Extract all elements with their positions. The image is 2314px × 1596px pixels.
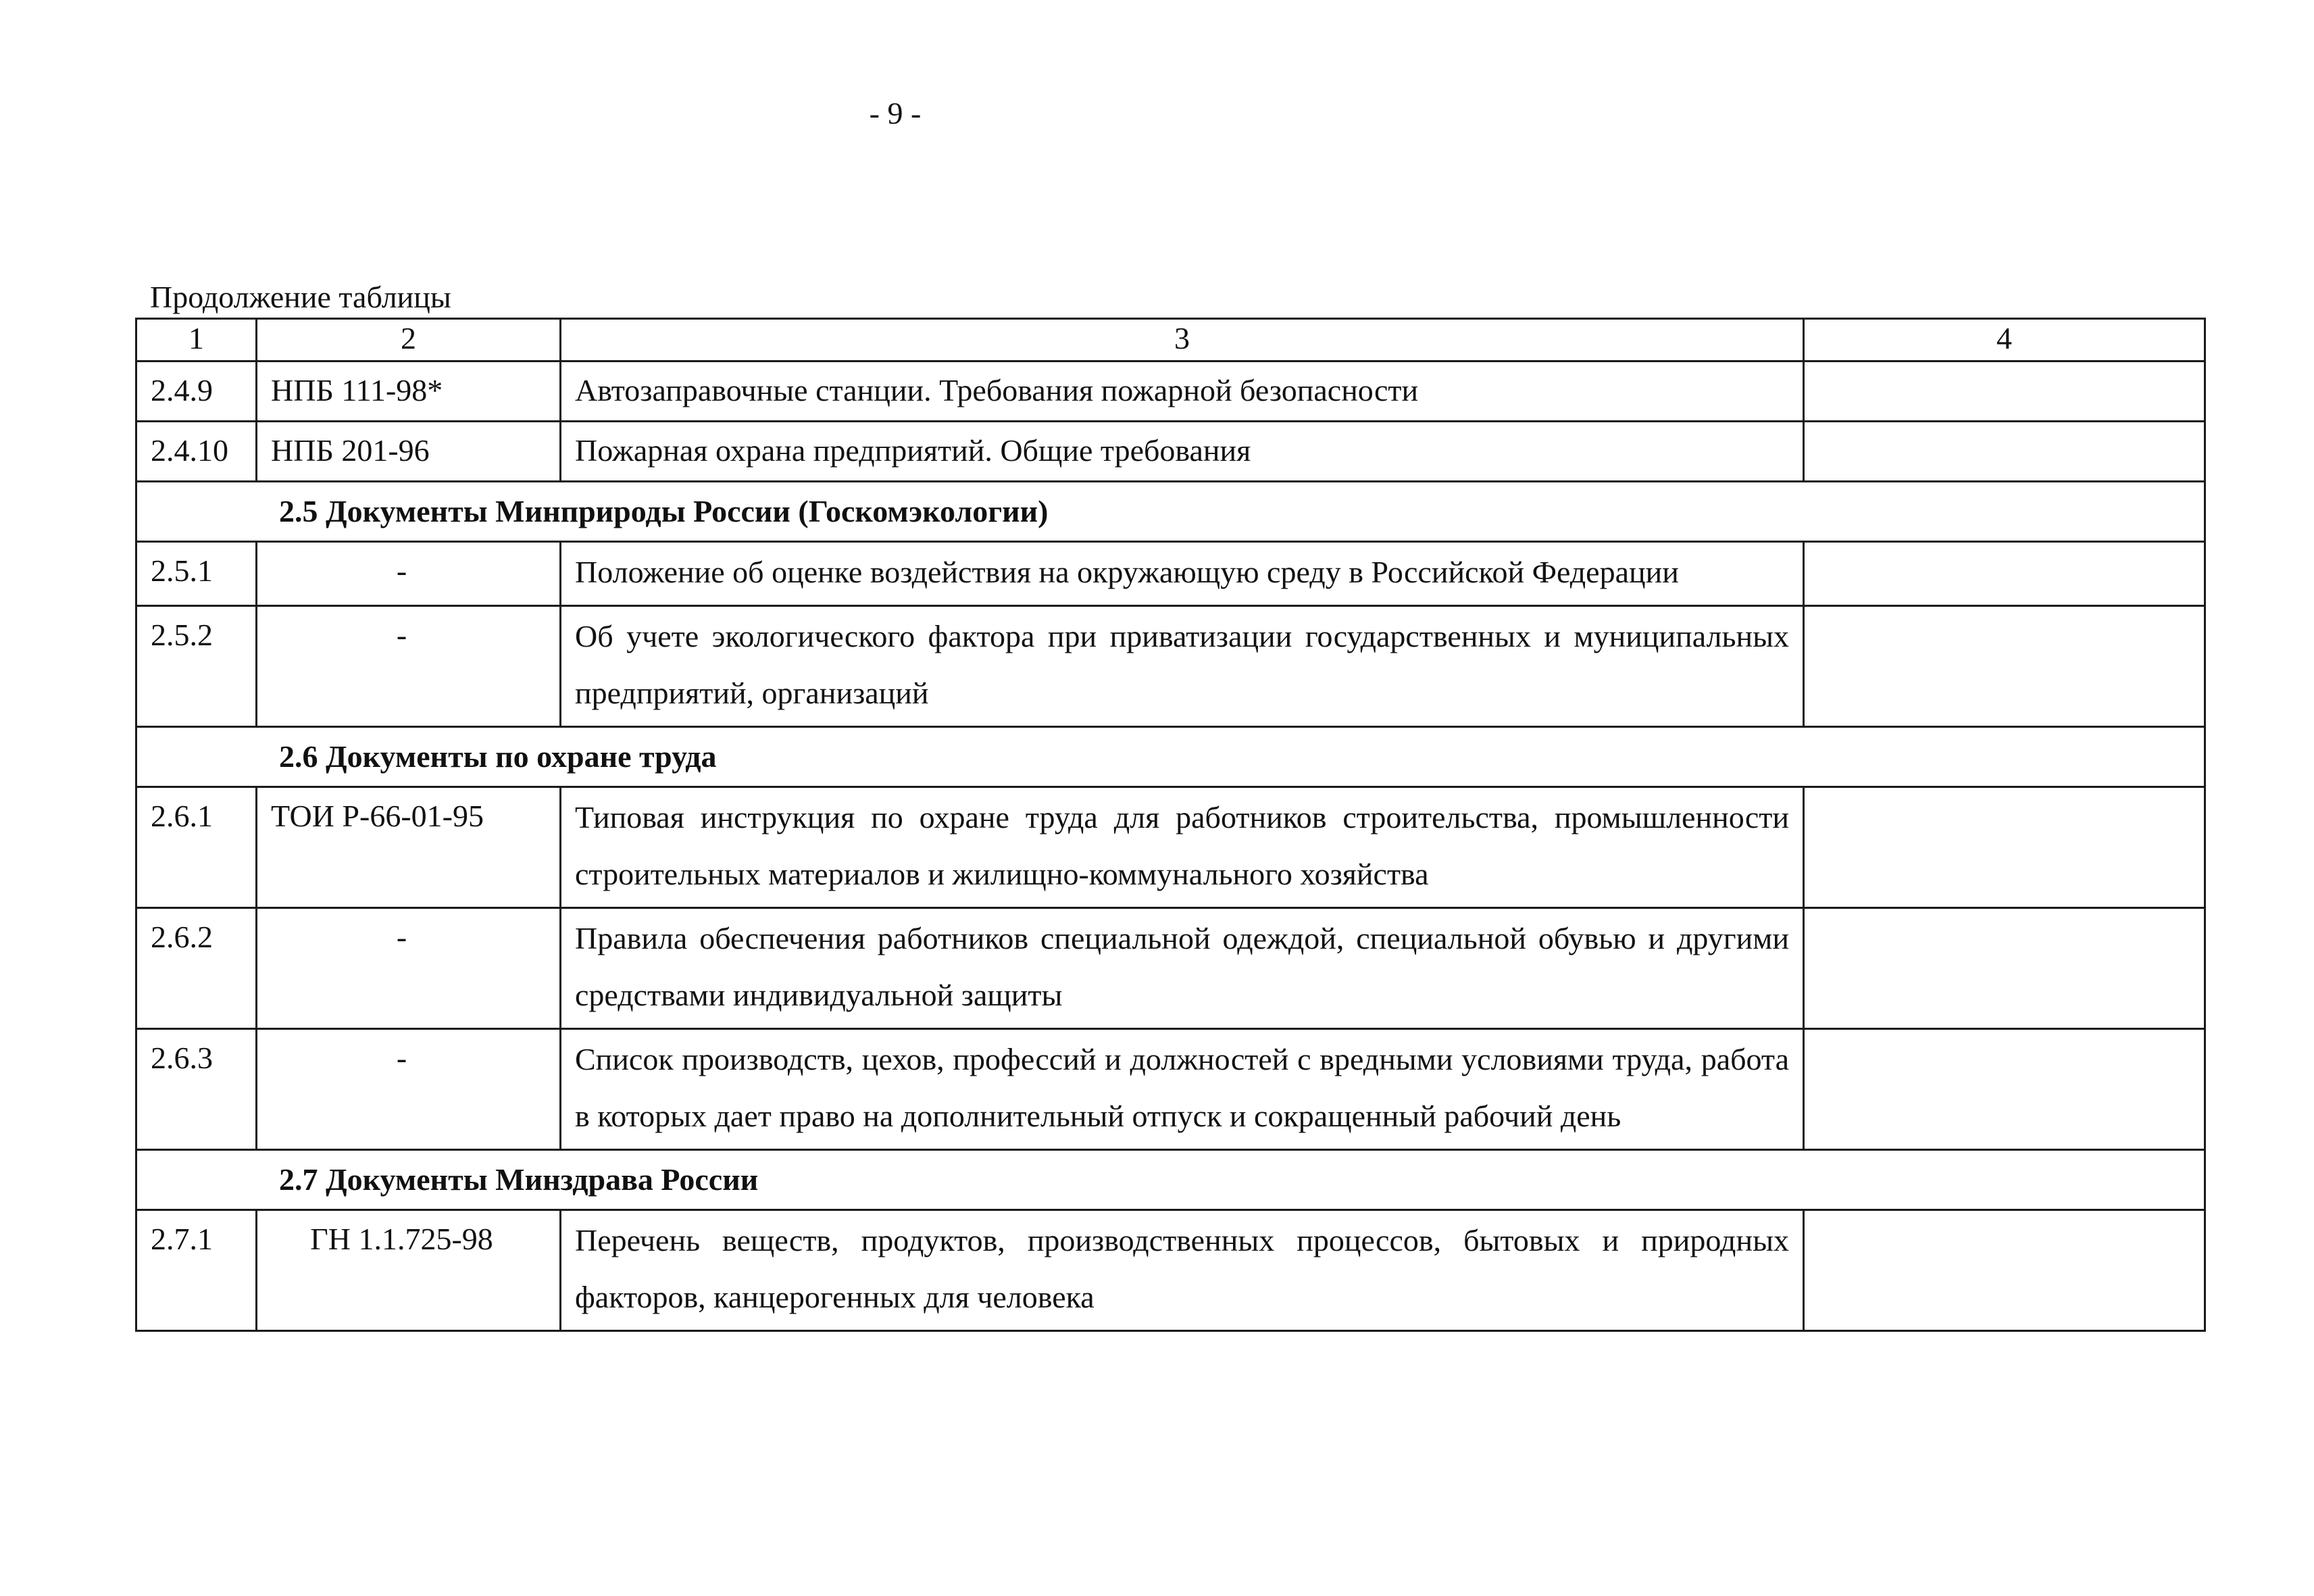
document-code: - <box>257 542 561 606</box>
row-number: 2.6.3 <box>136 1029 257 1150</box>
row-number: 2.5.2 <box>136 606 257 727</box>
document-title: Список производств, цехов, профессий и должностей с вредными условиями труда, работа в которых дает право на дополнительный отпуск и сокращенный рабочий день <box>561 1029 1804 1150</box>
row-note <box>1804 787 2205 908</box>
table-caption: Продолжение таблицы <box>150 280 451 314</box>
document-title: Положение об оценке воздействия на окружающую среду в Российской Федерации <box>561 542 1804 606</box>
table-row <box>136 1210 2205 1331</box>
document-code: - <box>257 908 561 1029</box>
table-row <box>136 542 2205 606</box>
row-note <box>1804 908 2205 1029</box>
section-title: 2.7 Документы Минздрава России <box>136 1150 2205 1210</box>
row-number: 2.4.9 <box>136 361 257 422</box>
document-title: Об учете экологического фактора при приватизации государственных и муниципальных предприятий, организаций <box>561 606 1804 727</box>
document-title: Типовая инструкция по охране труда для работников строительства, промышленности строительных материалов и жилищно-коммунального хозяйства <box>561 787 1804 908</box>
column-header-4: 4 <box>1804 319 2205 361</box>
table-row <box>136 361 2205 422</box>
table-row <box>136 606 2205 727</box>
column-header-2: 2 <box>257 319 561 361</box>
document-title: Перечень веществ, продуктов, производственных процессов, бытовых и природных факторов, канцерогенных для человека <box>561 1210 1804 1331</box>
row-number: 2.5.1 <box>136 542 257 606</box>
section-title: 2.5 Документы Минприроды России (Госкомэкологии) <box>136 482 2205 542</box>
table-row <box>136 787 2205 908</box>
section-title: 2.6 Документы по охране труда <box>136 727 2205 787</box>
table-header-row <box>136 319 2205 361</box>
row-note <box>1804 1210 2205 1331</box>
row-note <box>1804 606 2205 727</box>
document-code: ТОИ Р-66-01-95 <box>257 787 561 908</box>
section-row <box>136 1150 2205 1210</box>
row-number: 2.7.1 <box>136 1210 257 1331</box>
section-row <box>136 727 2205 787</box>
row-note <box>1804 542 2205 606</box>
document-title: Пожарная охрана предприятий. Общие требования <box>561 422 1804 482</box>
table-row <box>136 1029 2205 1150</box>
document-code: ГН 1.1.725-98 <box>257 1210 561 1331</box>
column-header-3: 3 <box>561 319 1804 361</box>
table-row <box>136 422 2205 482</box>
document-title: Правила обеспечения работников специальной одеждой, специальной обувью и другими средствами индивидуальной защиты <box>561 908 1804 1029</box>
document-code: - <box>257 1029 561 1150</box>
regulations-table <box>135 318 2206 1332</box>
column-header-1: 1 <box>136 319 257 361</box>
row-number: 2.6.1 <box>136 787 257 908</box>
document-title: Автозаправочные станции. Требования пожарной безопасности <box>561 361 1804 422</box>
table-row <box>136 908 2205 1029</box>
row-number: 2.4.10 <box>136 422 257 482</box>
page-number: - 9 - <box>869 96 922 130</box>
row-number: 2.6.2 <box>136 908 257 1029</box>
row-note <box>1804 1029 2205 1150</box>
document-code: - <box>257 606 561 727</box>
section-row <box>136 482 2205 542</box>
row-note <box>1804 422 2205 482</box>
document-code: НПБ 111-98* <box>257 361 561 422</box>
row-note <box>1804 361 2205 422</box>
document-code: НПБ 201-96 <box>257 422 561 482</box>
